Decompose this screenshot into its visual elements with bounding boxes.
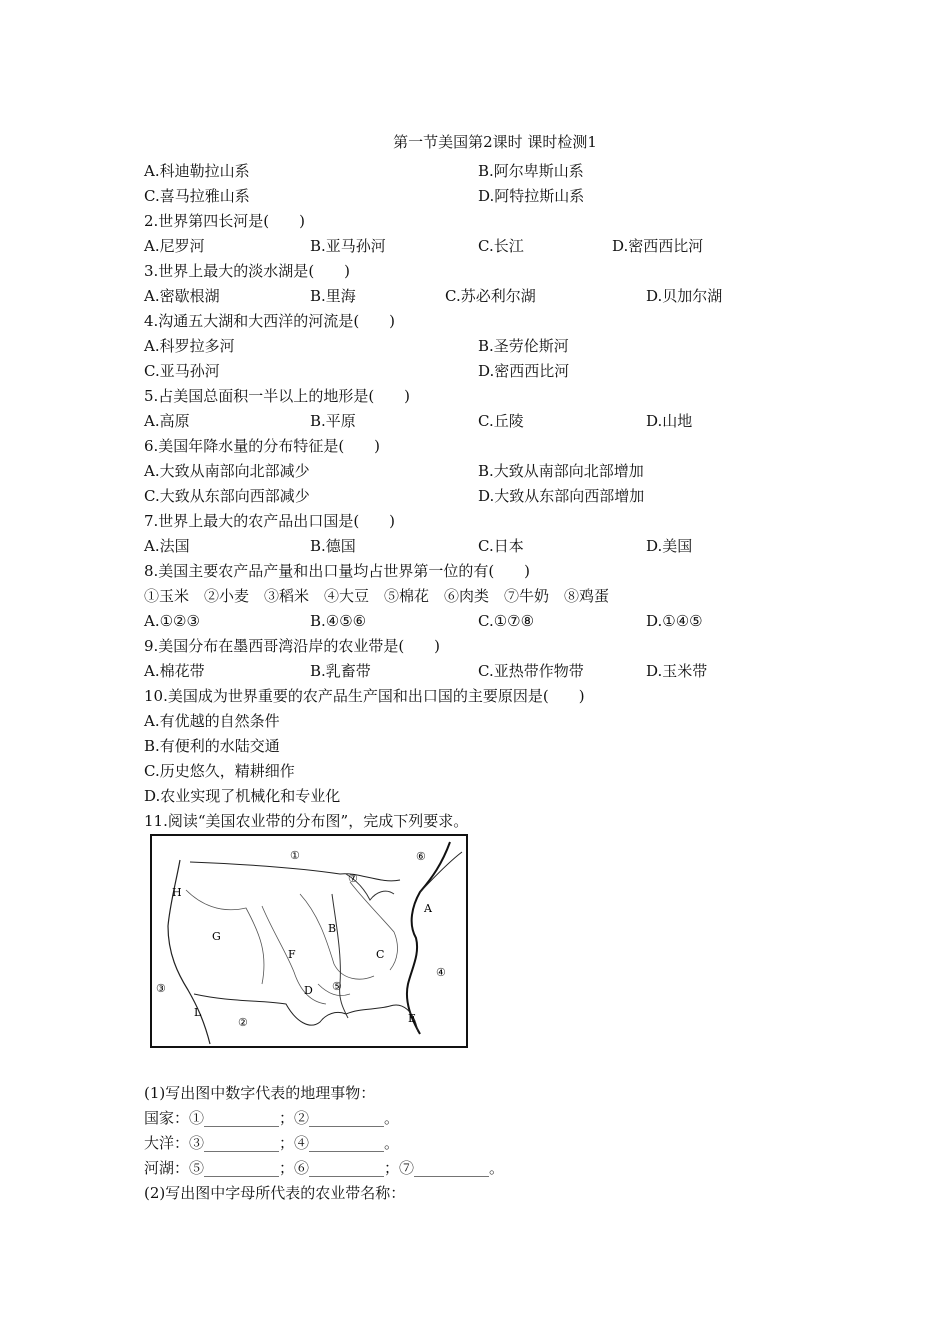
q10-stem: 10.美国成为世界重要的农产品生产国和出口国的主要原因是( ) bbox=[144, 687, 585, 705]
map-label-3: ③ bbox=[156, 982, 166, 995]
map-label-e: E bbox=[408, 1012, 417, 1025]
q9-option-a: A.棉花带 bbox=[144, 662, 205, 680]
q8-items: ①玉米 ②小麦 ③稻米 ④大豆 ⑤棉花 ⑥肉类 ⑦牛奶 ⑧鸡蛋 bbox=[144, 587, 610, 605]
q6-option-d: D.大致从东部向西部增加 bbox=[478, 487, 645, 505]
q4-option-a: A.科罗拉多河 bbox=[144, 337, 235, 355]
q3-option-c: C.苏必利尔湖 bbox=[445, 287, 536, 305]
q2-option-b: B.亚马孙河 bbox=[310, 237, 386, 255]
q8-stem: 8.美国主要农产品产量和出口量均占世界第一位的有( ) bbox=[144, 562, 531, 580]
map-label-f: F bbox=[288, 948, 296, 961]
q11-river-blanks: 河湖：⑤__________；⑥__________；⑦__________。 bbox=[144, 1159, 505, 1177]
usa-agriculture-belt-map bbox=[150, 834, 468, 1048]
map-label-g: G bbox=[212, 930, 221, 943]
page-title: 第一节美国第2课时 课时检测1 bbox=[393, 133, 597, 151]
q2-option-c: C.长江 bbox=[478, 237, 524, 255]
q3-option-d: D.贝加尔湖 bbox=[646, 287, 723, 305]
q3-stem: 3.世界上最大的淡水湖是( ) bbox=[144, 262, 351, 280]
q7-option-b: B.德国 bbox=[310, 537, 356, 555]
map-label-c: C bbox=[376, 948, 385, 961]
q11-sub2: (2)写出图中字母所代表的农业带名称： bbox=[144, 1184, 406, 1202]
map-canvas bbox=[150, 834, 468, 1048]
map-label-7: ⑦ bbox=[348, 872, 358, 885]
q6-stem: 6.美国年降水量的分布特征是( ) bbox=[144, 437, 381, 455]
q6-option-b: B.大致从南部向北部增加 bbox=[478, 462, 644, 480]
q11-ocean-blanks: 大洋：③__________；④__________。 bbox=[144, 1134, 400, 1152]
q5-stem: 5.占美国总面积一半以上的地形是( ) bbox=[144, 387, 411, 405]
q7-option-a: A.法国 bbox=[144, 537, 190, 555]
q2-option-d: D.密西西比河 bbox=[612, 237, 704, 255]
q5-option-c: C.丘陵 bbox=[478, 412, 524, 430]
q11-stem: 11.阅读“美国农业带的分布图”，完成下列要求。 bbox=[144, 812, 469, 830]
q7-option-c: C.日本 bbox=[478, 537, 524, 555]
q10-option-d: D.农业实现了机械化和专业化 bbox=[144, 787, 341, 805]
map-label-a: A bbox=[424, 902, 432, 915]
q8-option-a: A.①②③ bbox=[144, 612, 200, 630]
q9-option-b: B.乳畜带 bbox=[310, 662, 371, 680]
q10-option-c: C.历史悠久，精耕细作 bbox=[144, 762, 295, 780]
q5-option-b: B.平原 bbox=[310, 412, 356, 430]
q1-option-b: B.阿尔卑斯山系 bbox=[478, 162, 584, 180]
map-label-l: L bbox=[194, 1006, 202, 1019]
q7-stem: 7.世界上最大的农产品出口国是( ) bbox=[144, 512, 396, 530]
q9-option-c: C.亚热带作物带 bbox=[478, 662, 584, 680]
q2-option-a: A.尼罗河 bbox=[144, 237, 205, 255]
q10-option-a: A.有优越的自然条件 bbox=[144, 712, 280, 730]
q1-option-d: D.阿特拉斯山系 bbox=[478, 187, 585, 205]
q10-option-b: B.有便利的水陆交通 bbox=[144, 737, 280, 755]
map-label-h: H bbox=[172, 886, 182, 899]
q2-stem: 2.世界第四长河是( ) bbox=[144, 212, 306, 230]
q9-option-d: D.玉米带 bbox=[646, 662, 708, 680]
q8-option-d: D.①④⑤ bbox=[646, 612, 703, 630]
q9-stem: 9.美国分布在墨西哥湾沿岸的农业带是( ) bbox=[144, 637, 441, 655]
q11-country-blanks: 国家：①__________；②__________。 bbox=[144, 1109, 400, 1127]
q4-option-d: D.密西西比河 bbox=[478, 362, 570, 380]
map-label-b: B bbox=[328, 922, 337, 935]
q4-option-b: B.圣劳伦斯河 bbox=[478, 337, 569, 355]
q6-option-a: A.大致从南部向北部减少 bbox=[144, 462, 310, 480]
map-label-2: ② bbox=[238, 1016, 248, 1029]
q3-option-a: A.密歇根湖 bbox=[144, 287, 220, 305]
q1-option-a: A.科迪勒拉山系 bbox=[144, 162, 250, 180]
map-label-4: ④ bbox=[436, 966, 446, 979]
q6-option-c: C.大致从东部向西部减少 bbox=[144, 487, 310, 505]
q8-option-c: C.①⑦⑧ bbox=[478, 612, 535, 630]
q4-option-c: C.亚马孙河 bbox=[144, 362, 220, 380]
q5-option-a: A.高原 bbox=[144, 412, 190, 430]
q3-option-b: B.里海 bbox=[310, 287, 356, 305]
q4-stem: 4.沟通五大湖和大西洋的河流是( ) bbox=[144, 312, 396, 330]
map-label-d: D bbox=[304, 984, 313, 997]
map-label-6: ⑥ bbox=[416, 850, 426, 863]
q7-option-d: D.美国 bbox=[646, 537, 693, 555]
q11-sub1: (1)写出图中数字代表的地理事物： bbox=[144, 1084, 376, 1102]
map-label-1: ① bbox=[290, 849, 300, 862]
q5-option-d: D.山地 bbox=[646, 412, 693, 430]
map-label-5: ⑤ bbox=[332, 980, 342, 993]
q8-option-b: B.④⑤⑥ bbox=[310, 612, 367, 630]
q1-option-c: C.喜马拉雅山系 bbox=[144, 187, 250, 205]
